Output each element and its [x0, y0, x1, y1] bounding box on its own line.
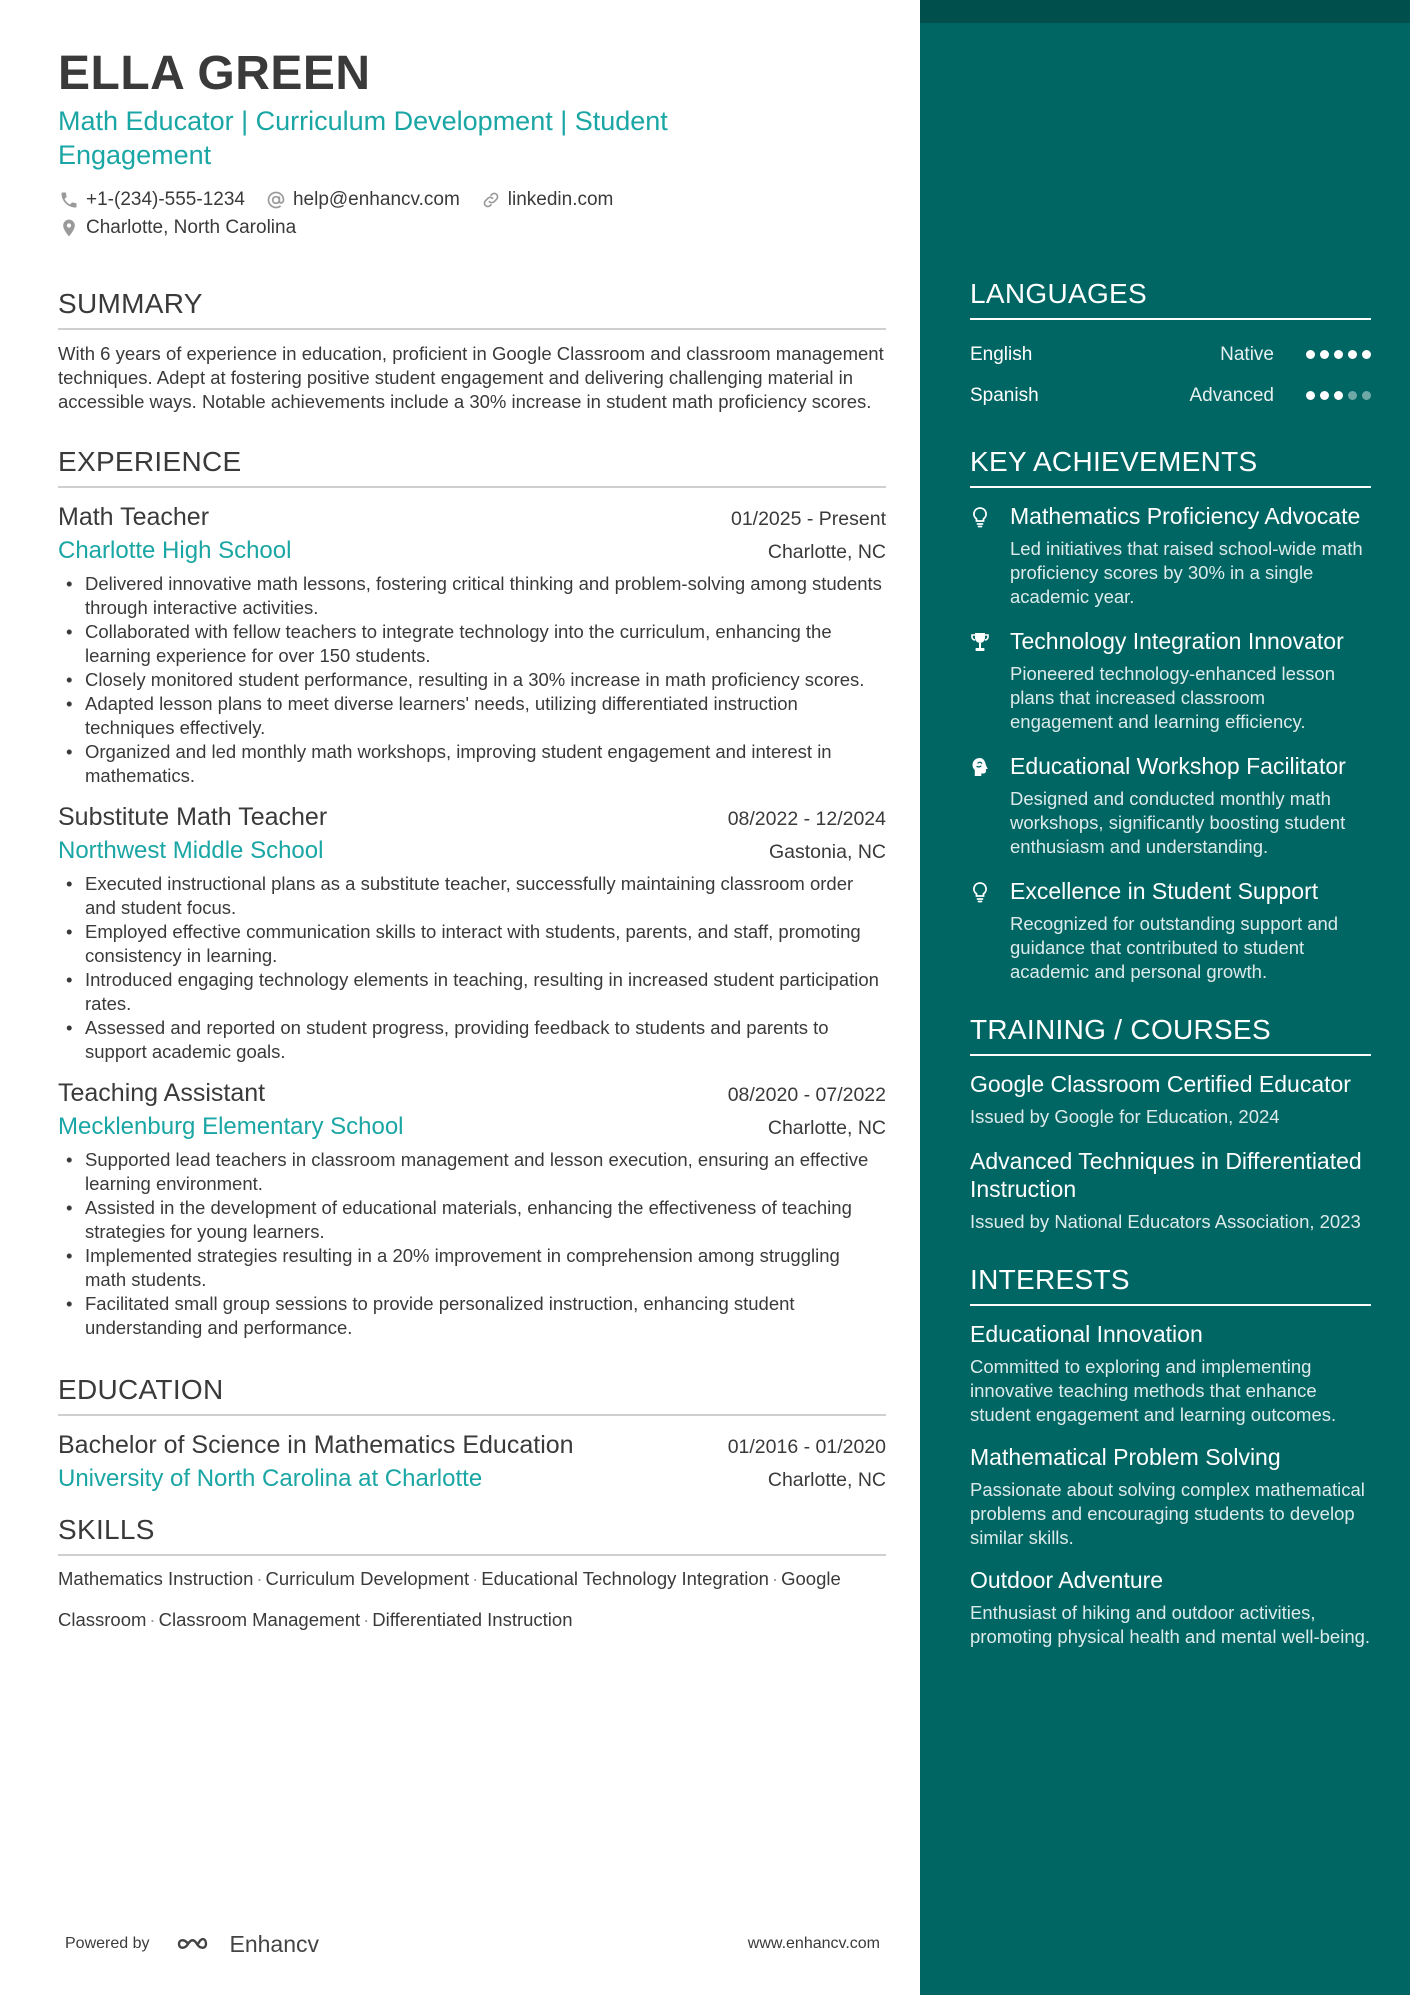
- skill-separator: ·: [149, 1609, 156, 1630]
- headline: Math Educator | Curriculum Development | Student Engagement: [58, 106, 668, 170]
- achievement-title: Educational Workshop Facilitator: [1010, 753, 1346, 779]
- skill-item: Google Classroom: [58, 1568, 841, 1630]
- degree: Bachelor of Science in Mathematics Education: [58, 1431, 574, 1459]
- job-title: Math Teacher: [58, 503, 210, 531]
- rating-dot: [1306, 350, 1315, 359]
- job-bullet: • Supported lead teachers in classroom management and lesson execution, ensuring an effective learning environment.: [58, 1148, 886, 1196]
- brand-logo[interactable]: [176, 1931, 320, 1958]
- language-name: Spanish: [970, 384, 1039, 406]
- job-location: Charlotte, NC: [767, 1117, 886, 1139]
- achievement-description: Recognized for outstanding support and guidance that contributed to student academic and personal growth.: [1010, 913, 1339, 982]
- skill-separator: ·: [256, 1568, 263, 1589]
- job-company-row: [58, 834, 886, 868]
- course-issuer: Issued by Google for Education, 2024: [970, 1106, 1280, 1127]
- job-bullets: [58, 1148, 886, 1340]
- language-row: [970, 334, 1371, 375]
- language-rating: [1306, 350, 1371, 359]
- job-entry: [58, 800, 886, 1064]
- location-contact: [58, 217, 296, 239]
- interests-list: [970, 1320, 1371, 1649]
- rating-dot: [1320, 391, 1329, 400]
- job-header-row: [58, 800, 886, 834]
- company-name: Charlotte High School: [58, 537, 292, 564]
- interest-title: Educational Innovation: [970, 1321, 1203, 1347]
- job-entry: [58, 500, 886, 788]
- course-issuer: Issued by National Educators Association, 2023: [970, 1211, 1361, 1232]
- sidebar: [920, 0, 1410, 1995]
- job-bullet: • Employed effective communication skills to interact with students, parents, and staff, promoting consistency in learning.: [58, 920, 886, 968]
- interest-title: Mathematical Problem Solving: [970, 1444, 1281, 1470]
- language-row: [970, 375, 1371, 416]
- achievement-description: Pioneered technology-enhanced lesson plans that increased classroom engagement and learning efficiency.: [1010, 663, 1336, 732]
- lightbulb-icon: [970, 877, 1010, 984]
- achievements-heading: KEY ACHIEVEMENTS: [970, 446, 1371, 488]
- summary-heading: SUMMARY: [58, 288, 886, 330]
- company-name: Mecklenburg Elementary School: [58, 1113, 404, 1140]
- achievement-item: [970, 627, 1371, 734]
- achievement-body: [1010, 877, 1371, 984]
- job-bullet: • Closely monitored student performance, resulting in a 30% increase in math proficiency scores.: [58, 668, 886, 692]
- skill-item: Educational Technology Integration: [481, 1568, 769, 1589]
- education-location: Charlotte, NC: [767, 1469, 886, 1491]
- job-bullet: • Delivered innovative math lessons, fostering critical thinking and problem-solving among students through interactive activities.: [58, 572, 886, 620]
- interest-title: Outdoor Adventure: [970, 1567, 1164, 1593]
- phone-contact[interactable]: [58, 189, 245, 211]
- skill-item: Differentiated Instruction: [372, 1609, 573, 1630]
- experience-section: [58, 446, 886, 1340]
- powered-by-text: Powered by: [65, 1935, 150, 1952]
- footer-url[interactable]: www.enhancv.com: [747, 1935, 880, 1952]
- job-bullet: • Adapted lesson plans to meet diverse learners' needs, utilizing differentiated instruction techniques effectively.: [58, 692, 886, 740]
- job-dates: 01/2025 - Present: [730, 508, 886, 530]
- education-heading: EDUCATION: [58, 1374, 886, 1416]
- languages-list: [970, 334, 1371, 416]
- experience-heading: EXPERIENCE: [58, 446, 886, 488]
- main-column: [58, 46, 886, 1640]
- job-bullets: [58, 872, 886, 1064]
- job-bullet: • Assessed and reported on student progress, providing feedback to students and parents to support academic goals.: [58, 1016, 886, 1064]
- interest-description: Enthusiast of hiking and outdoor activities, promoting physical health and mental well-being.: [970, 1602, 1371, 1647]
- job-header-row: [58, 500, 886, 534]
- infinity-logo-icon: [176, 1933, 222, 1955]
- course-title: Advanced Techniques in Differentiated Instruction: [970, 1148, 1362, 1202]
- job-title: Teaching Assistant: [58, 1079, 266, 1107]
- rating-dot: [1362, 391, 1371, 400]
- education-section: [58, 1374, 886, 1496]
- achievements-list: [970, 502, 1371, 984]
- achievement-title: Mathematics Proficiency Advocate: [1010, 503, 1361, 529]
- course-item: [970, 1070, 1371, 1129]
- course-item: [970, 1147, 1371, 1234]
- link-icon: [480, 189, 502, 211]
- interest-item: [970, 1320, 1371, 1427]
- job-title: Substitute Math Teacher: [58, 803, 328, 831]
- rating-dot: [1306, 391, 1315, 400]
- skills-section: [58, 1514, 886, 1640]
- language-level: Native: [1220, 343, 1274, 365]
- achievement-description: Led initiatives that raised school-wide math proficiency scores by 30% in a single academic year.: [1010, 538, 1363, 607]
- job-bullet: • Executed instructional plans as a substitute teacher, successfully maintaining classroom order and student focus.: [58, 872, 886, 920]
- summary-section: [58, 288, 886, 414]
- skill-separator: ·: [363, 1609, 370, 1630]
- candidate-name: ELLA GREEN: [58, 47, 371, 100]
- language-name: English: [970, 343, 1033, 365]
- job-company-row: [58, 534, 886, 568]
- job-dates: 08/2020 - 07/2022: [727, 1084, 886, 1106]
- language-level: Advanced: [1189, 384, 1274, 406]
- contact-row: [58, 214, 886, 242]
- linkedin-text: linkedin.com: [507, 189, 614, 210]
- job-bullet: • Introduced engaging technology elements in teaching, resulting in increased student participation rates.: [58, 968, 886, 1016]
- school-name: University of North Carolina at Charlotte: [58, 1465, 483, 1492]
- trophy-icon: [970, 627, 1010, 734]
- achievement-description: Designed and conducted monthly math workshops, significantly boosting student enthusiasm and understanding.: [1010, 788, 1346, 857]
- job-bullet: • Collaborated with fellow teachers to integrate technology into the curriculum, enhancing the learning experience for over 150 students.: [58, 620, 886, 668]
- languages-section: [970, 278, 1371, 416]
- interest-item: [970, 1443, 1371, 1550]
- job-bullets: [58, 572, 886, 788]
- job-company-row: [58, 1110, 886, 1144]
- skill-item: Classroom Management: [158, 1609, 361, 1630]
- brain-icon: [970, 752, 1010, 859]
- skill-item: Curriculum Development: [265, 1568, 470, 1589]
- lightbulb-icon: [970, 502, 1010, 609]
- skills-list: [58, 1558, 886, 1640]
- rating-dot: [1348, 350, 1357, 359]
- job-location: Charlotte, NC: [767, 541, 886, 563]
- job-entry: [58, 1076, 886, 1340]
- rating-dot: [1348, 391, 1357, 400]
- course-title: Google Classroom Certified Educator: [970, 1071, 1351, 1097]
- skill-item: Mathematics Instruction: [58, 1568, 254, 1589]
- map-pin-icon: [58, 217, 80, 239]
- job-list: [58, 500, 886, 1340]
- phone-text: +1-(234)-555-1234: [86, 189, 245, 210]
- job-location: Gastonia, NC: [768, 841, 886, 863]
- interests-section: [970, 1264, 1371, 1649]
- contact-info: [58, 186, 886, 242]
- skill-separator: ·: [472, 1568, 479, 1589]
- interest-item: [970, 1566, 1371, 1649]
- interest-description: Passionate about solving complex mathematical problems and encouraging students to develop similar skills.: [970, 1479, 1365, 1548]
- phone-icon: [58, 189, 80, 211]
- rating-dot: [1320, 350, 1329, 359]
- language-rating: [1306, 391, 1371, 400]
- job-bullet: • Organized and led monthly math workshops, improving student engagement and interest in mathematics.: [58, 740, 886, 788]
- rating-dot: [1334, 350, 1343, 359]
- achievement-item: [970, 752, 1371, 859]
- achievement-title: Technology Integration Innovator: [1010, 628, 1344, 654]
- skill-separator: ·: [771, 1568, 779, 1589]
- at-icon: [265, 189, 287, 211]
- email-text: help@enhancv.com: [292, 189, 460, 210]
- job-bullet: • Assisted in the development of educational materials, enhancing the effectiveness of teaching strategies for young learners.: [58, 1196, 886, 1244]
- interest-description: Committed to exploring and implementing innovative teaching methods that enhance student engagement and learning outcomes.: [970, 1356, 1337, 1425]
- job-bullet: • Implemented strategies resulting in a 20% improvement in comprehension among struggling math students.: [58, 1244, 886, 1292]
- training-heading: TRAINING / COURSES: [970, 1014, 1371, 1056]
- rating-dot: [1362, 350, 1371, 359]
- training-list: [970, 1070, 1371, 1234]
- location-text: Charlotte, North Carolina: [86, 217, 297, 238]
- sidebar-top-band: [920, 0, 1410, 23]
- rating-dot: [1334, 391, 1343, 400]
- summary-text: With 6 years of experience in education, proficient in Google Classroom and classroom management techniques. Adept at fostering positive student engagement and delivering challenging material in accessible ways. Notable achievements include a 30% increase in student math proficiency scores.: [58, 343, 884, 412]
- footer: [65, 1930, 880, 1958]
- achievement-body: [1010, 627, 1371, 734]
- contact-row: [58, 186, 886, 214]
- training-section: [970, 1014, 1371, 1234]
- education-dates: 01/2016 - 01/2020: [727, 1436, 886, 1458]
- job-bullet: • Facilitated small group sessions to provide personalized instruction, enhancing student understanding and performance.: [58, 1292, 886, 1340]
- achievement-body: [1010, 752, 1371, 859]
- languages-heading: LANGUAGES: [970, 278, 1371, 320]
- email-contact[interactable]: [265, 189, 460, 211]
- achievement-body: [1010, 502, 1371, 609]
- achievement-title: Excellence in Student Support: [1010, 878, 1319, 904]
- achievement-item: [970, 502, 1371, 609]
- linkedin-contact[interactable]: [480, 189, 614, 211]
- brand-name: Enhancv: [229, 1930, 320, 1957]
- interests-heading: INTERESTS: [970, 1264, 1371, 1306]
- job-dates: 08/2022 - 12/2024: [727, 808, 886, 830]
- achievement-item: [970, 877, 1371, 984]
- skills-heading: SKILLS: [58, 1514, 886, 1556]
- education-entry: [58, 1428, 886, 1496]
- achievements-section: [970, 446, 1371, 984]
- sidebar-content: [970, 278, 1371, 1679]
- company-name: Northwest Middle School: [58, 837, 324, 864]
- job-header-row: [58, 1076, 886, 1110]
